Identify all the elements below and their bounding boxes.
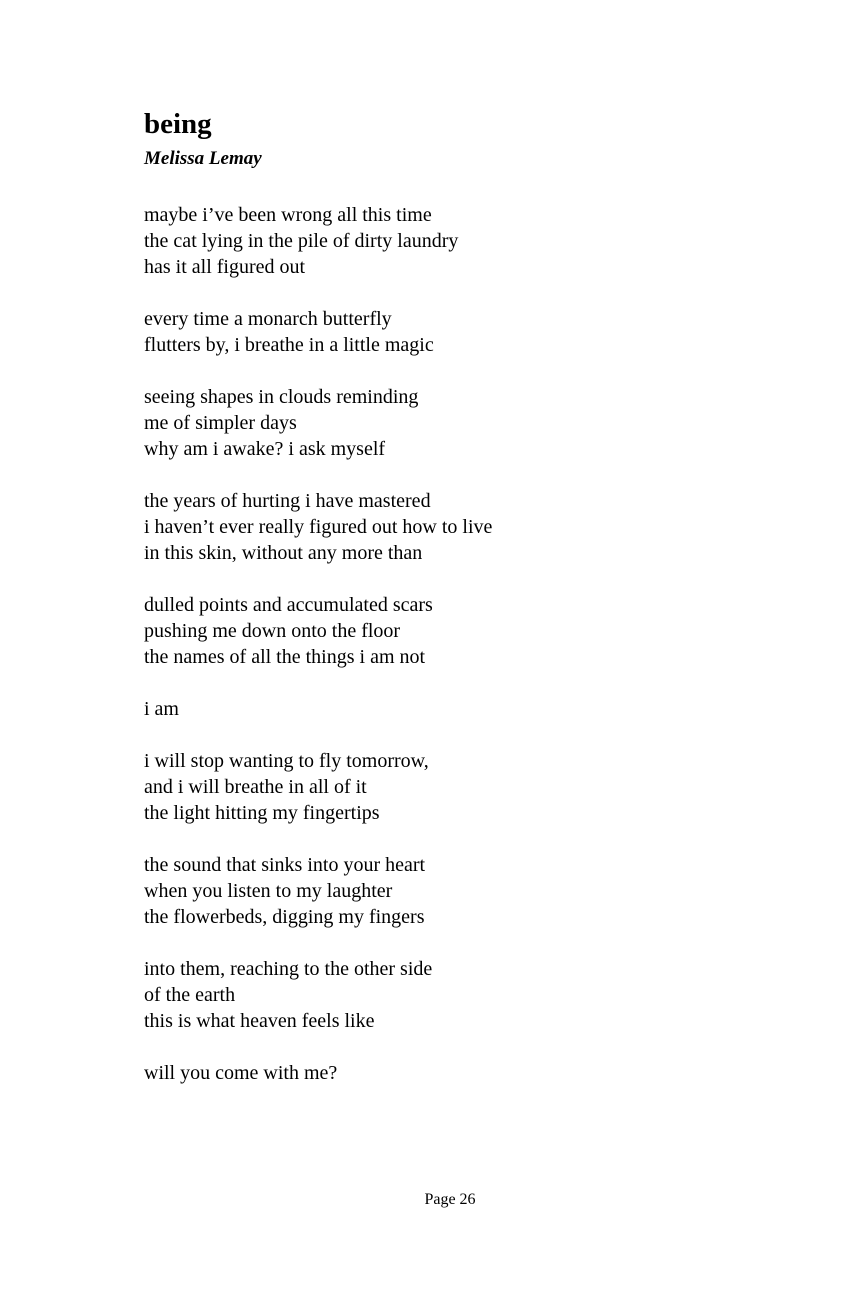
poem-line: the flowerbeds, digging my fingers (144, 906, 425, 928)
poem-line: will you come with me? (144, 1062, 338, 1084)
poem-line: the years of hurting i have mastered (144, 490, 431, 512)
poem-line: i haven’t ever really figured out how to live (144, 516, 493, 538)
poem-line: seeing shapes in clouds reminding (144, 386, 419, 408)
stanza (144, 1060, 764, 1086)
poem-line: the cat lying in the pile of dirty laundry (144, 230, 459, 252)
poem-line: the names of all the things i am not (144, 646, 426, 668)
poem-line: dulled points and accumulated scars (144, 594, 433, 616)
poem-line: the light hitting my fingertips (144, 802, 380, 824)
stanza (144, 306, 764, 358)
stanza (144, 592, 764, 670)
stanza (144, 384, 764, 462)
stanza (144, 696, 764, 722)
poem-line: flutters by, i breathe in a little magic (144, 334, 434, 356)
poem-line: pushing me down onto the floor (144, 620, 401, 642)
page-number: Page 26 (424, 1191, 476, 1208)
poem-line: into them, reaching to the other side (144, 958, 433, 980)
poem-title: being (144, 108, 212, 140)
stanza (144, 852, 764, 930)
poem-line: when you listen to my laughter (144, 880, 393, 902)
poem-line: every time a monarch butterfly (144, 308, 392, 330)
stanza (144, 488, 764, 566)
poem-line: has it all figured out (144, 256, 306, 278)
poem-line: i am (144, 698, 179, 720)
poem-line: the sound that sinks into your heart (144, 854, 426, 876)
poem-body (144, 202, 764, 1112)
poem-line: maybe i’ve been wrong all this time (144, 204, 432, 226)
stanza (144, 748, 764, 826)
poem-line: me of simpler days (144, 412, 297, 434)
poem-line: of the earth (144, 984, 236, 1006)
poem-line: and i will breathe in all of it (144, 776, 367, 798)
stanza (144, 202, 764, 280)
stanza (144, 956, 764, 1034)
poem-line: in this skin, without any more than (144, 542, 423, 564)
poem-line: this is what heaven feels like (144, 1010, 375, 1032)
poem-line: i will stop wanting to fly tomorrow, (144, 750, 429, 772)
poem-author: Melissa Lemay (144, 148, 262, 169)
poem-line: why am i awake? i ask myself (144, 438, 386, 460)
